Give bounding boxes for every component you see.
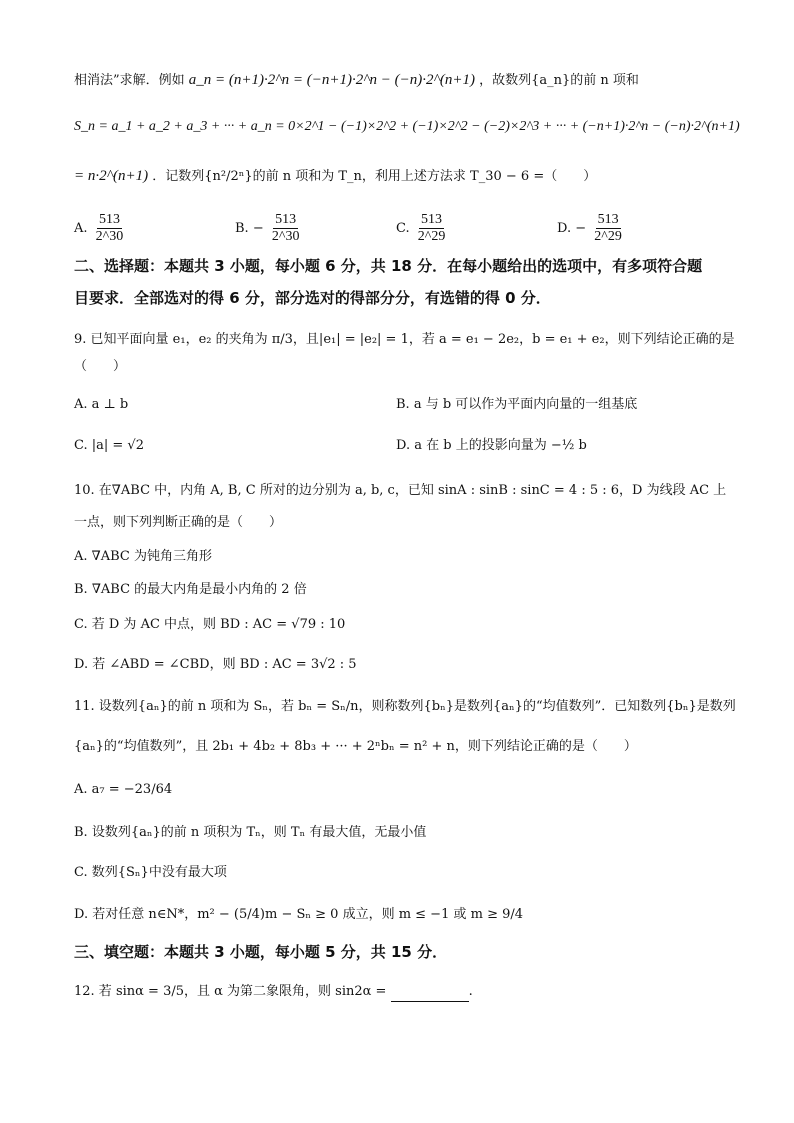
fraction xyxy=(94,212,126,245)
q11-option-a: A. a₇ = −23/64 xyxy=(74,782,173,797)
q10-option-b: B. ∇ABC 的最大内角是最小内角的 2 倍 xyxy=(74,582,307,597)
section3-heading: 三、填空题：本题共 3 小题，每小题 5 分，共 15 分． xyxy=(74,943,448,961)
q12-line xyxy=(74,982,754,1002)
fraction xyxy=(592,212,624,245)
option-label: C. xyxy=(396,221,410,236)
option-sign: − xyxy=(252,221,264,236)
section2-heading-line2: 目要求．全部选对的得 6 分，部分选对的得部分分，有选错的得 0 分． xyxy=(74,289,551,307)
q10-option-d: D. 若 ∠ABD = ∠CBD，则 BD : AC = 3√2 : 5 xyxy=(74,657,357,672)
q8-line-3 xyxy=(74,166,754,187)
q9-stem: 9. 已知平面向量 e₁，e₂ 的夹角为 π/3，且|e₁| = |e₂| = 1，若 a = e₁ − 2e₂，b = e₁ + e₂，则下列结论正确的是 xyxy=(74,332,735,347)
q10-stem-line2: 一点，则下列判断正确的是（ ） xyxy=(74,515,283,530)
frac-den: 2^29 xyxy=(594,229,622,244)
q11-stem-line1: 11. 设数列{aₙ}的前 n 项和为 Sₙ，若 bₙ = Sₙ/n，则称数列{bₙ}是数列{aₙ}的“均值数列”．已知数列{bₙ}是数列 xyxy=(74,699,736,714)
frac-num: 513 xyxy=(597,212,619,227)
q11-stem-line2: {aₙ}的“均值数列”，且 2b₁ + 4b₂ + 8b₃ + ··· + 2ⁿbₙ = n² + n，则下列结论正确的是（ ） xyxy=(74,739,637,754)
q10-option-c: C. 若 D 为 AC 中点，则 BD : AC = √79 : 10 xyxy=(74,617,346,632)
q8-line1-suffix: ，故数列{a_n}的前 n 项和 xyxy=(479,73,639,88)
option-label: A. xyxy=(74,221,88,236)
frac-den: 2^30 xyxy=(271,229,300,244)
option-sign: − xyxy=(575,221,587,236)
q8-line-2: S_n = a_1 + a_2 + a_3 + ··· + a_n = 0×2^1 − (−1)×2^2 + (−1)×2^2 − (−2)×2^3 + ··· + (−n+1)·2^n − (−n)·2^(n+1) xyxy=(74,119,740,134)
option-label: B. xyxy=(235,221,249,236)
frac-num: 513 xyxy=(275,212,297,227)
frac-den: 2^29 xyxy=(417,229,446,244)
q10-stem-line1: 10. 在∇ABC 中，内角 A, B, C 所对的边分别为 a, b, c，已知 sinA : sinB : sinC = 4 : 5 : 6，D 为线段 AC 上 xyxy=(74,483,727,498)
q8-line-1 xyxy=(74,70,754,91)
frac-num: 513 xyxy=(421,212,443,227)
q8-line1-prefix: 相消法”求解．例如 xyxy=(74,73,185,88)
q10-option-a: A. ∇ABC 为钝角三角形 xyxy=(74,549,212,564)
q8-option-b xyxy=(235,212,303,245)
q8-option-a xyxy=(74,212,127,245)
q8-option-d xyxy=(557,212,626,245)
q8-option-c xyxy=(396,212,449,245)
fraction xyxy=(416,212,448,245)
q9-option-b: B. a 与 b 可以作为平面内向量的一组基底 xyxy=(396,397,638,412)
q8-line1-formula: a_n = (n+1)·2^n = (−n+1)·2^n − (−n)·2^(n+1) xyxy=(188,72,475,88)
q9-option-a: A. a ⊥ b xyxy=(74,397,129,412)
option-label: D. xyxy=(557,221,572,236)
q9-paren: （ ） xyxy=(74,359,127,374)
q11-option-d: D. 若对任意 n∈N*，m² − (5/4)m − Sₙ ≥ 0 成立，则 m ≤ −1 或 m ≥ 9/4 xyxy=(74,907,524,922)
q11-option-b: B. 设数列{aₙ}的前 n 项积为 Tₙ，则 Tₙ 有最大值，无最小值 xyxy=(74,825,427,840)
q8-line3-formula: = n·2^(n+1) xyxy=(74,168,149,184)
q8-line3-text: ．记数列{n²/2ⁿ}的前 n 项和为 T_n，利用上述方法求 T_30 − 6 =（ ） xyxy=(152,169,597,184)
answer-blank[interactable] xyxy=(391,987,469,1002)
q9-option-c: C. |a| = √2 xyxy=(74,438,144,453)
fraction xyxy=(270,212,302,245)
q12-stem: 12. 若 sinα = 3/5，且 α 为第二象限角，则 sin2α = xyxy=(74,984,387,999)
q12-end: . xyxy=(468,984,473,999)
q9-option-d: D. a 在 b 上的投影向量为 −½ b xyxy=(396,438,587,453)
frac-den: 2^30 xyxy=(95,229,124,244)
section2-heading-line1: 二、选择题：本题共 3 小题，每小题 6 分，共 18 分．在每小题给出的选项中，有多项符合题 xyxy=(74,257,703,275)
frac-num: 513 xyxy=(98,212,120,227)
q11-option-c: C. 数列{Sₙ}中没有最大项 xyxy=(74,865,227,880)
